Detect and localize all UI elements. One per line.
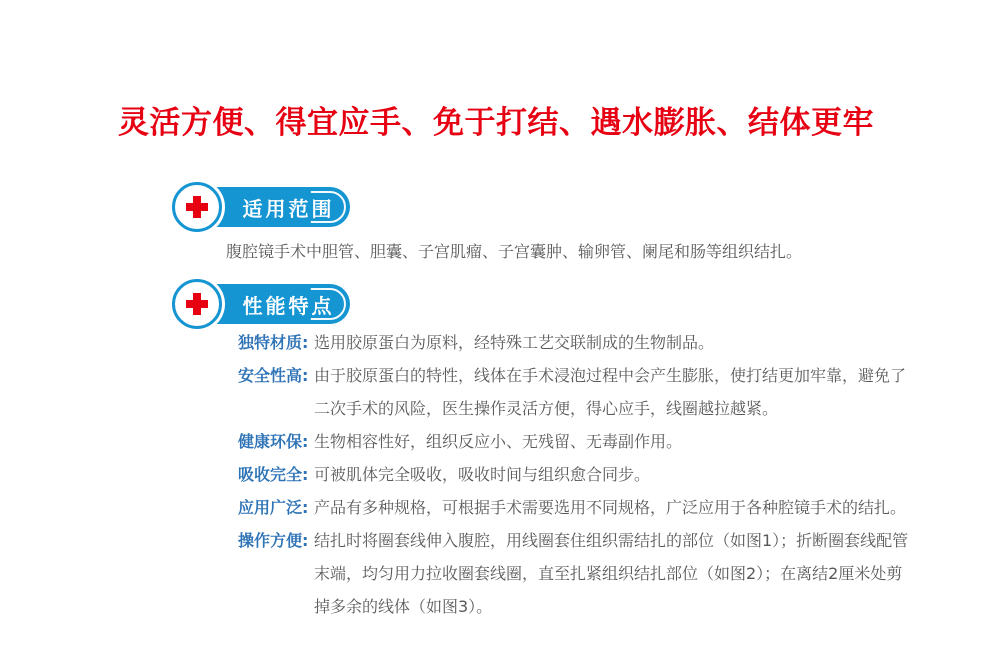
feature-row	[238, 524, 928, 623]
feature-row	[238, 425, 928, 458]
feature-text: 结扎时将圈套线伸入腹腔，用线圈套住组织需结扎的部位（如图1）；折断圈套线配管末端，均匀用力拉收圈套线圈，直至扎紧组织结扎部位（如图2）；在离结2厘米处剪掉多余的线体（如图3）。	[314, 531, 909, 616]
feature-row	[238, 326, 928, 359]
feature-text: 产品有多种规格，可根据手术需要选用不同规格，广泛应用于各种腔镜手术的结扎。	[314, 498, 907, 517]
badge-scope-label: 适用范围	[242, 196, 335, 221]
badge-features-label: 性能特点	[242, 293, 335, 318]
feature-label: 操作方便:	[238, 531, 309, 550]
feature-text: 选用胶原蛋白为原料，经特殊工艺交联制成的生物制品。	[314, 333, 715, 352]
scope-text: 腹腔镜手术中胆管、胆囊、子宫肌瘤、子宫囊肿、输卵管、阑尾和肠等组织结扎。	[226, 242, 803, 261]
section-badge-scope	[172, 182, 350, 232]
feature-row	[238, 491, 928, 524]
feature-label: 应用广泛:	[238, 498, 309, 517]
feature-text: 由于胶原蛋白的特性，线体在手术浸泡过程中会产生膨胀，使打结更加牢靠，避免了二次手术的风险，医生操作灵活方便，得心应手，线圈越拉越紧。	[314, 366, 907, 418]
feature-list	[238, 326, 928, 623]
feature-text: 可被肌体完全吸收，吸收时间与组织愈合同步。	[314, 465, 651, 484]
red-cross-icon	[172, 279, 222, 329]
feature-label: 独特材质:	[238, 333, 309, 352]
red-cross-icon	[172, 182, 222, 232]
feature-text: 生物相容性好，组织反应小、无残留、无毒副作用。	[314, 432, 683, 451]
feature-label: 安全性高:	[238, 366, 309, 385]
page-title: 灵活方便、得宜应手、免于打结、遇水膨胀、结体更牢	[118, 105, 874, 141]
section-badge-features	[172, 279, 350, 329]
feature-row	[238, 359, 928, 425]
feature-label: 健康环保:	[238, 432, 309, 451]
feature-label: 吸收完全:	[238, 465, 309, 484]
feature-row	[238, 458, 928, 491]
